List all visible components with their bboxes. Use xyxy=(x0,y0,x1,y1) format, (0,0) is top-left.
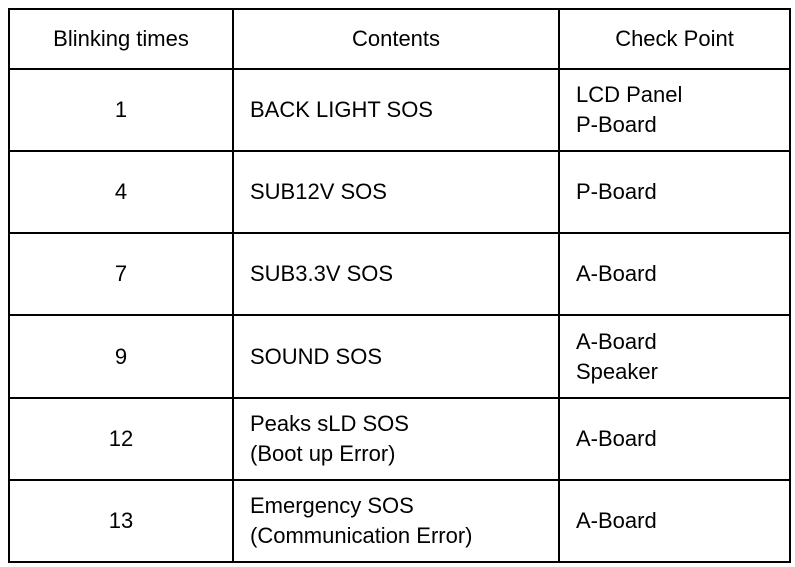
blinking-times-cell: 7 xyxy=(9,233,233,315)
sos-blink-table xyxy=(8,8,791,563)
check-point-line: A-Board xyxy=(576,507,657,533)
table-row xyxy=(9,69,790,151)
contents-line: SUB3.3V SOS xyxy=(250,261,394,287)
check-point-line: A-Board xyxy=(576,328,657,354)
header-check-point: Check Point xyxy=(559,9,790,69)
table-row xyxy=(9,398,790,480)
contents-line: SOUND SOS xyxy=(250,343,383,369)
blinking-times-cell: 1 xyxy=(9,69,233,151)
table-row xyxy=(9,480,790,562)
contents-line: Emergency SOS xyxy=(250,492,414,518)
check-point-cell xyxy=(559,315,790,397)
blinking-times-cell: 9 xyxy=(9,315,233,397)
contents-cell xyxy=(233,480,559,562)
blinking-times-cell: 13 xyxy=(9,480,233,562)
check-point-cell xyxy=(559,398,790,480)
check-point-line: A-Board xyxy=(576,261,657,287)
contents-line: SUB12V SOS xyxy=(250,179,387,205)
contents-line: (Boot up Error) xyxy=(250,440,396,466)
contents-cell xyxy=(233,69,559,151)
table-row xyxy=(9,151,790,233)
contents-cell xyxy=(233,315,559,397)
check-point-cell xyxy=(559,480,790,562)
contents-cell xyxy=(233,398,559,480)
contents-line: BACK LIGHT SOS xyxy=(250,97,433,123)
contents-cell xyxy=(233,233,559,315)
check-point-line: P-Board xyxy=(576,112,657,138)
check-point-cell xyxy=(559,69,790,151)
check-point-line: Speaker xyxy=(576,358,658,384)
check-point-cell xyxy=(559,233,790,315)
check-point-line: P-Board xyxy=(576,179,657,205)
table-header-row xyxy=(9,9,790,69)
check-point-line: LCD Panel xyxy=(576,82,683,108)
header-blinking-times: Blinking times xyxy=(9,9,233,69)
table-row xyxy=(9,315,790,397)
header-contents: Contents xyxy=(233,9,559,69)
contents-line: Peaks sLD SOS xyxy=(250,410,409,436)
check-point-line: A-Board xyxy=(576,425,657,451)
blinking-times-cell: 12 xyxy=(9,398,233,480)
check-point-cell xyxy=(559,151,790,233)
blinking-times-cell: 4 xyxy=(9,151,233,233)
contents-cell xyxy=(233,151,559,233)
contents-line: (Communication Error) xyxy=(250,522,473,548)
table-row xyxy=(9,233,790,315)
